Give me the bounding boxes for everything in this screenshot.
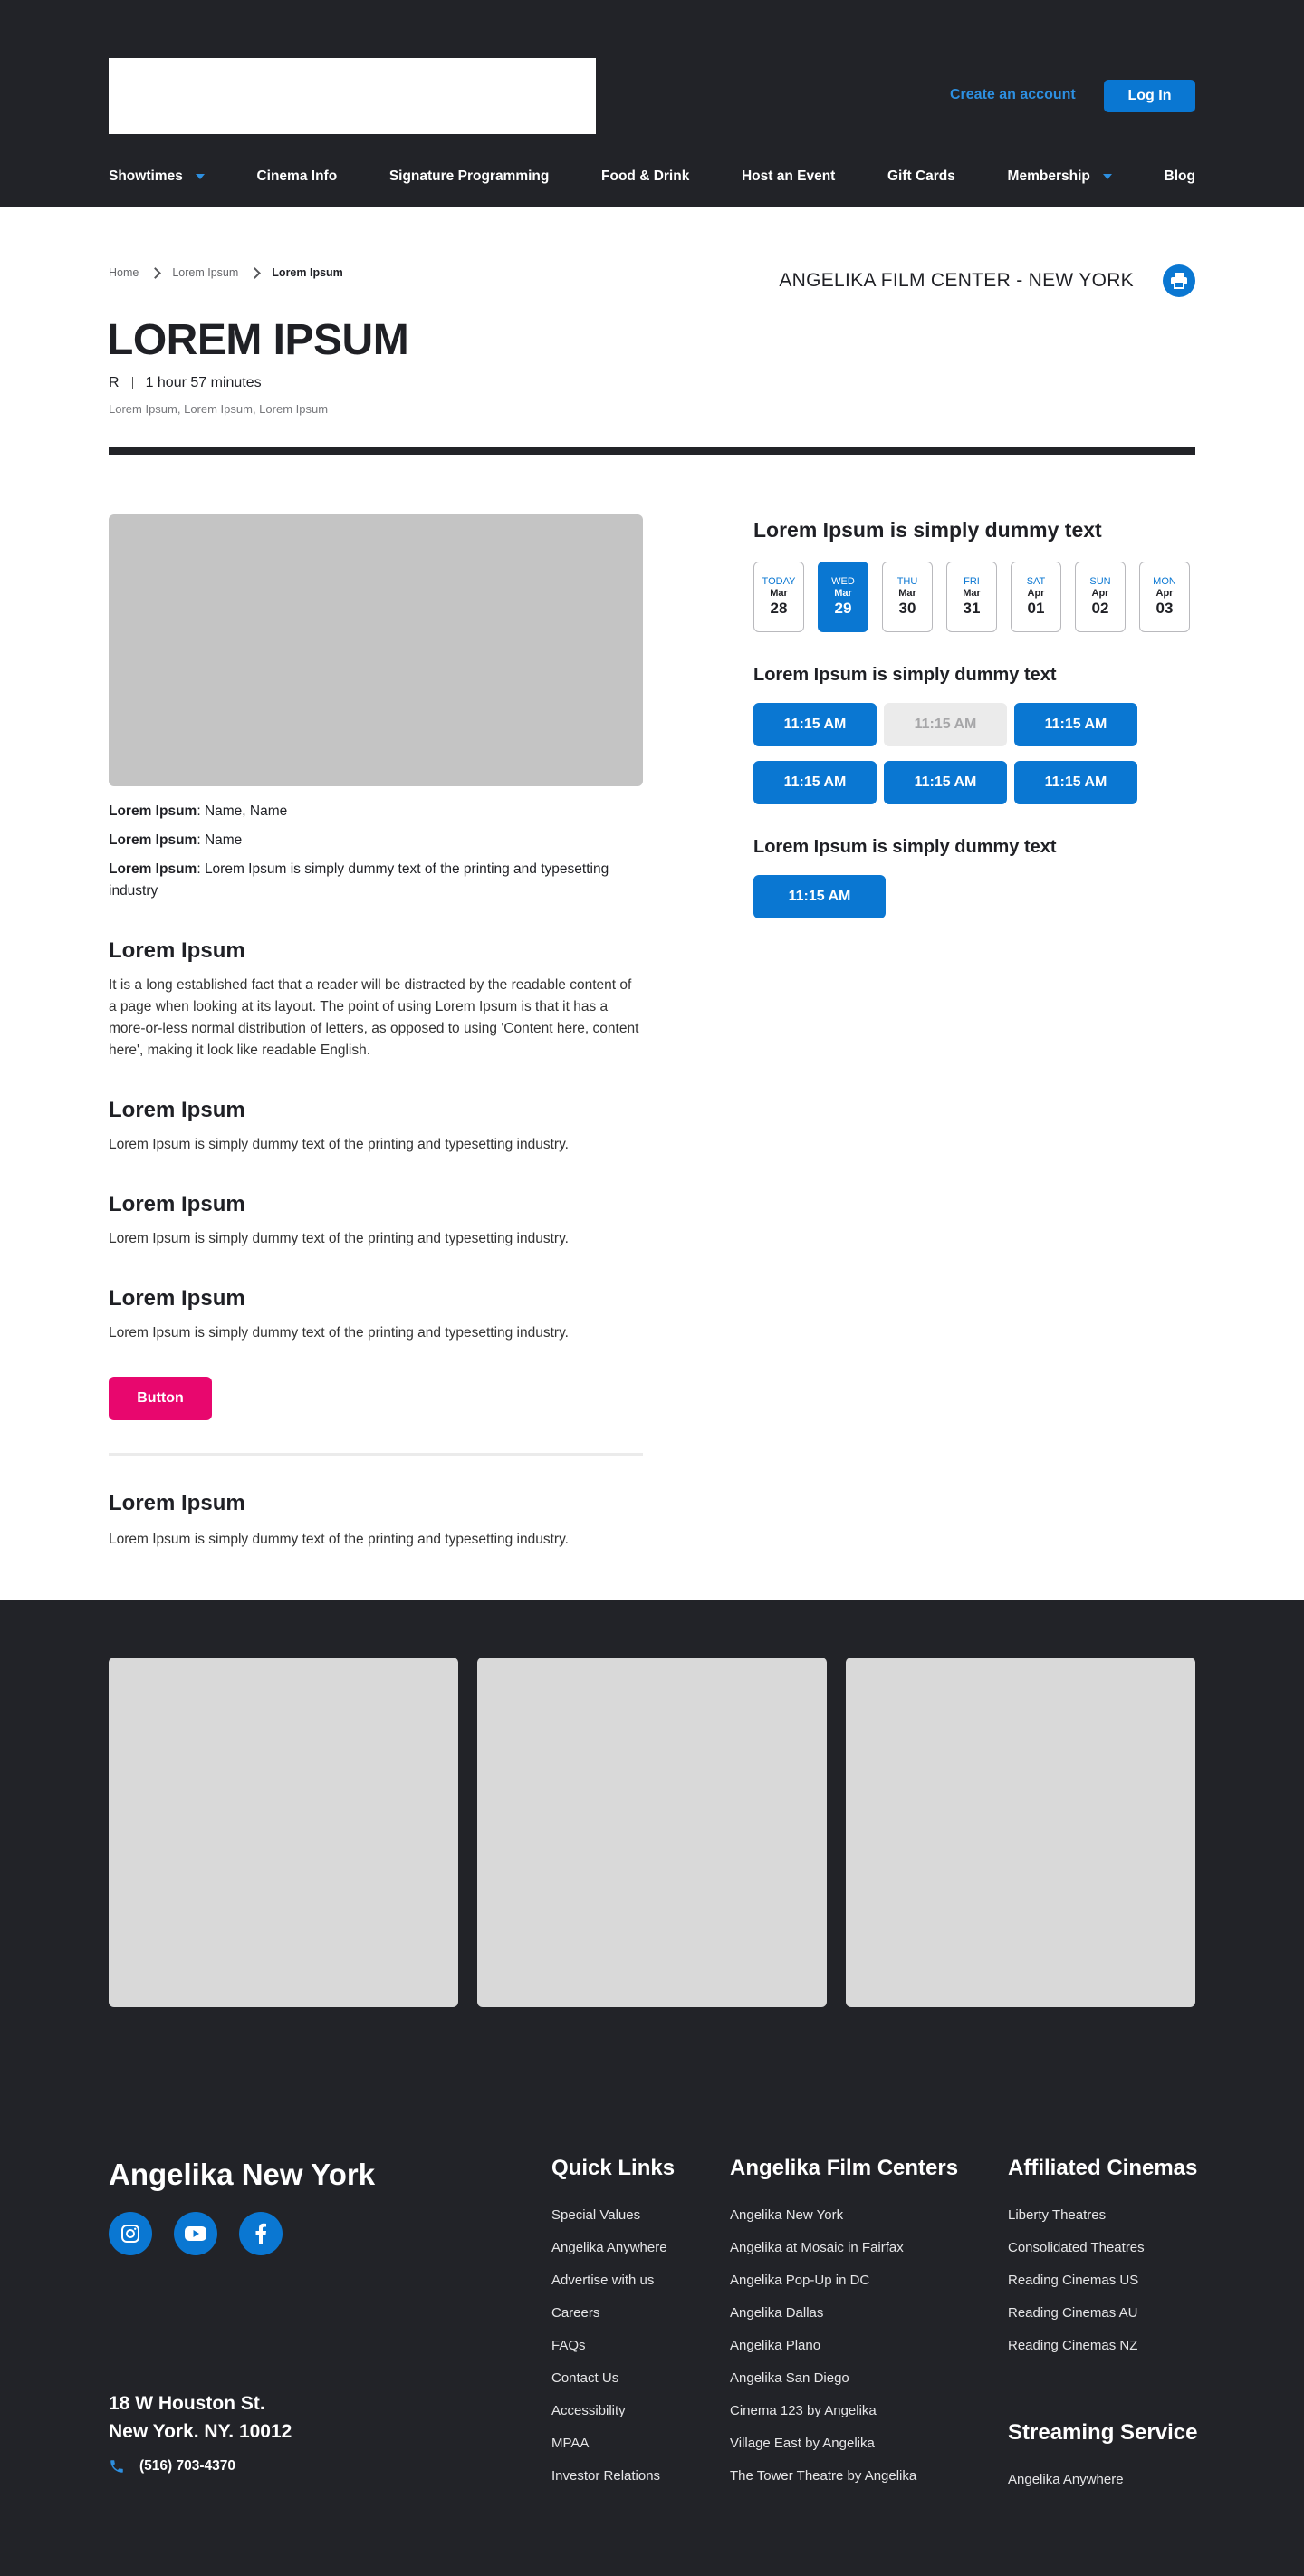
- nav-item-host-event[interactable]: [742, 168, 835, 185]
- chevron-down-icon: [196, 174, 205, 179]
- youtube-icon[interactable]: [174, 2212, 217, 2255]
- date-month: Mar: [834, 588, 852, 599]
- date-day: 02: [1091, 600, 1109, 617]
- footer-heading: Quick Links: [551, 2156, 676, 2180]
- primary-button[interactable]: Button: [109, 1377, 212, 1420]
- nav-label: Gift Cards: [887, 168, 955, 184]
- create-account-link[interactable]: Create an account: [950, 87, 1076, 102]
- footer-link[interactable]: Angelika San Diego: [730, 2370, 849, 2386]
- print-button[interactable]: [1163, 264, 1195, 297]
- movie-meta: [109, 375, 262, 391]
- instagram-icon[interactable]: [109, 2212, 152, 2255]
- showtime-button[interactable]: 11:15 AM: [884, 761, 1007, 804]
- date-month: Mar: [770, 588, 788, 599]
- date-day: 03: [1155, 600, 1174, 617]
- date-day: 31: [963, 600, 981, 617]
- youtube-glyph: [184, 2225, 207, 2243]
- date-day: 29: [834, 600, 852, 617]
- date-month: Apr: [1091, 588, 1109, 599]
- footer-link[interactable]: Village East by Angelika: [730, 2436, 875, 2451]
- footer-link[interactable]: FAQs: [551, 2338, 586, 2353]
- facebook-icon[interactable]: [239, 2212, 283, 2255]
- site-footer: [0, 1600, 1304, 2576]
- nav-item-blog[interactable]: [1165, 168, 1195, 185]
- footer-link[interactable]: Angelika Pop-Up in DC: [730, 2273, 870, 2288]
- nav-item-membership[interactable]: [1008, 168, 1112, 185]
- date-picker: [753, 562, 1190, 632]
- date-month: Mar: [898, 588, 916, 599]
- main-nav: [109, 168, 1195, 185]
- chevron-right-icon: [149, 267, 161, 279]
- date-option[interactable]: [946, 562, 997, 632]
- nav-label: Signature Programming: [388, 168, 550, 184]
- footer-link[interactable]: Investor Relations: [551, 2468, 661, 2484]
- footer-phone[interactable]: [109, 2458, 235, 2475]
- footer-film-centers: [730, 2156, 958, 2500]
- promo-card[interactable]: [477, 1658, 827, 2007]
- chevron-down-icon: [1103, 174, 1112, 179]
- breadcrumb-home[interactable]: Home: [109, 266, 139, 279]
- footer-heading: Affiliated Cinemas: [1008, 2156, 1198, 2180]
- instagram-glyph: [120, 2223, 141, 2244]
- chevron-right-icon: [249, 267, 261, 279]
- footer-link[interactable]: The Tower Theatre by Angelika: [730, 2468, 917, 2484]
- address-line: 18 W Houston St.: [109, 2393, 265, 2414]
- showtimes-heading: Lorem Ipsum is simply dummy text: [753, 518, 1102, 542]
- footer-link[interactable]: Consolidated Theatres: [1008, 2240, 1145, 2255]
- footer-link[interactable]: Reading Cinemas AU: [1008, 2305, 1138, 2321]
- section-body: Lorem Ipsum is simply dummy text of the printing and typesetting industry.: [109, 1532, 569, 1547]
- date-option[interactable]: [1075, 562, 1126, 632]
- section-body: Lorem Ipsum is simply dummy text of the printing and typesetting industry.: [109, 1231, 569, 1246]
- cinema-name: ANGELIKA FILM CENTER - NEW YORK: [779, 270, 1134, 291]
- divider: [109, 447, 1195, 455]
- credit-label: Lorem Ipsum: [109, 861, 197, 877]
- footer-link[interactable]: Special Values: [551, 2207, 641, 2223]
- footer-link[interactable]: Reading Cinemas NZ: [1008, 2338, 1138, 2353]
- date-option[interactable]: [1139, 562, 1190, 632]
- address-line: New York. NY. 10012: [109, 2421, 292, 2442]
- nav-label: Cinema Info: [256, 168, 338, 184]
- section-body: Lorem Ipsum is simply dummy text of the printing and typesetting industry.: [109, 1325, 569, 1341]
- site-header: [0, 0, 1304, 207]
- nav-item-cinema-info[interactable]: [256, 168, 337, 185]
- credit-line: [109, 801, 643, 822]
- credit-value: : Name: [197, 832, 243, 848]
- footer-link[interactable]: Angelika Dallas: [730, 2305, 824, 2321]
- footer-link[interactable]: Contact Us: [551, 2370, 619, 2386]
- showtime-button[interactable]: 11:15 AM: [1014, 761, 1137, 804]
- footer-link[interactable]: Angelika New York: [730, 2207, 844, 2223]
- showtime-button[interactable]: 11:15 AM: [753, 875, 886, 918]
- movie-runtime: 1 hour 57 minutes: [145, 375, 262, 390]
- date-option[interactable]: [753, 562, 804, 632]
- phone-number: (516) 703-4370: [139, 2458, 235, 2474]
- footer-heading: Streaming Service: [1008, 2420, 1198, 2445]
- date-dow: WED: [831, 576, 855, 587]
- footer-streaming: [1008, 2420, 1197, 2504]
- section-heading: Lorem Ipsum: [109, 1098, 245, 1122]
- breadcrumb: [109, 266, 343, 279]
- promo-card[interactable]: [109, 1658, 458, 2007]
- date-dow: THU: [896, 576, 918, 587]
- credit-line: [109, 859, 643, 902]
- divider: [132, 377, 133, 389]
- date-dow: SAT: [1026, 576, 1046, 587]
- footer-affiliated: [1008, 2156, 1197, 2369]
- footer-link[interactable]: MPAA: [551, 2436, 590, 2451]
- divider: [109, 1453, 643, 1456]
- footer-address: [109, 2389, 292, 2446]
- breadcrumb-item[interactable]: Lorem Ipsum: [172, 266, 239, 279]
- date-day: 01: [1027, 600, 1045, 617]
- credit-value: : Lorem Ipsum is simply dummy text of the printing and typesetting industry: [109, 861, 609, 899]
- date-day: 30: [898, 600, 916, 617]
- date-option[interactable]: [882, 562, 933, 632]
- date-option[interactable]: [818, 562, 868, 632]
- section-body: Lorem Ipsum is simply dummy text of the printing and typesetting industry.: [109, 1137, 569, 1152]
- nav-label: Host an Event: [741, 168, 836, 184]
- showtime-button[interactable]: 11:15 AM: [753, 761, 877, 804]
- date-dow: SUN: [1089, 576, 1111, 587]
- date-option[interactable]: [1011, 562, 1061, 632]
- showtime-group-heading: Lorem Ipsum is simply dummy text: [753, 665, 1057, 685]
- credit-value: : Name, Name: [197, 803, 288, 819]
- footer-link[interactable]: Accessibility: [551, 2403, 626, 2418]
- footer-link[interactable]: Advertise with us: [551, 2273, 655, 2288]
- footer-heading: Angelika Film Centers: [730, 2156, 959, 2180]
- credit-label: Lorem Ipsum: [109, 832, 197, 848]
- date-month: Mar: [963, 588, 981, 599]
- login-button[interactable]: Log In: [1104, 80, 1195, 112]
- social-links: [109, 2212, 283, 2255]
- facebook-glyph: [254, 2223, 267, 2244]
- movie-genres: Lorem Ipsum, Lorem Ipsum, Lorem Ipsum: [109, 402, 329, 416]
- movie-rating: R: [109, 375, 120, 390]
- promo-card[interactable]: [846, 1658, 1195, 2007]
- nav-label: Food & Drink: [601, 168, 690, 184]
- showtime-button[interactable]: 11:15 AM: [753, 703, 877, 746]
- footer-quick-links: [551, 2156, 675, 2500]
- credit-line: [109, 830, 643, 851]
- section-heading: Lorem Ipsum: [109, 1491, 245, 1515]
- date-dow: MON: [1153, 576, 1176, 587]
- footer-brand: Angelika New York: [109, 2158, 376, 2191]
- section-heading: Lorem Ipsum: [109, 1192, 245, 1216]
- breadcrumb-current: Lorem Ipsum: [272, 266, 343, 279]
- logo-placeholder[interactable]: [109, 58, 596, 134]
- nav-label: Showtimes: [109, 168, 183, 184]
- showtime-grid: [753, 703, 1137, 804]
- nav-label: Membership: [1007, 168, 1090, 184]
- footer-link[interactable]: Reading Cinemas US: [1008, 2273, 1139, 2288]
- showtime-group-heading: Lorem Ipsum is simply dummy text: [753, 837, 1057, 857]
- footer-link[interactable]: Liberty Theatres: [1008, 2207, 1107, 2223]
- date-dow: TODAY: [762, 576, 796, 587]
- phone-icon: [109, 2458, 125, 2475]
- footer-link[interactable]: Careers: [551, 2305, 600, 2321]
- showtime-button[interactable]: 11:15 AM: [884, 703, 1007, 746]
- nav-item-signature-programming[interactable]: [389, 168, 550, 185]
- nav-label: Blog: [1164, 168, 1195, 184]
- nav-item-food-drink[interactable]: [601, 168, 689, 185]
- date-month: Apr: [1027, 588, 1045, 599]
- showtime-button[interactable]: 11:15 AM: [1014, 703, 1137, 746]
- section-heading: Lorem Ipsum: [109, 938, 245, 963]
- movie-title: LOREM IPSUM: [107, 316, 409, 364]
- footer-link[interactable]: Angelika Anywhere: [1008, 2472, 1124, 2487]
- footer-link[interactable]: Angelika Anywhere: [551, 2240, 667, 2255]
- nav-item-gift-cards[interactable]: [887, 168, 955, 185]
- section-body: It is a long established fact that a reader will be distracted by the readable content of a page when looking at its layout. The point of using Lorem Ipsum is that it has a more-or-less normal distribution of letters, as opposed to using 'Content here, content here', making it look like readable English.: [109, 977, 639, 1058]
- footer-link[interactable]: Angelika at Mosaic in Fairfax: [730, 2240, 904, 2255]
- printer-icon: [1170, 273, 1188, 289]
- footer-link[interactable]: Cinema 123 by Angelika: [730, 2403, 877, 2418]
- date-day: 28: [770, 600, 788, 617]
- date-dow: FRI: [964, 576, 980, 587]
- nav-item-showtimes[interactable]: [109, 168, 205, 185]
- date-month: Apr: [1155, 588, 1174, 599]
- credit-label: Lorem Ipsum: [109, 803, 197, 819]
- footer-link[interactable]: Angelika Plano: [730, 2338, 821, 2353]
- trailer-image[interactable]: [109, 514, 643, 786]
- section-heading: Lorem Ipsum: [109, 1286, 245, 1311]
